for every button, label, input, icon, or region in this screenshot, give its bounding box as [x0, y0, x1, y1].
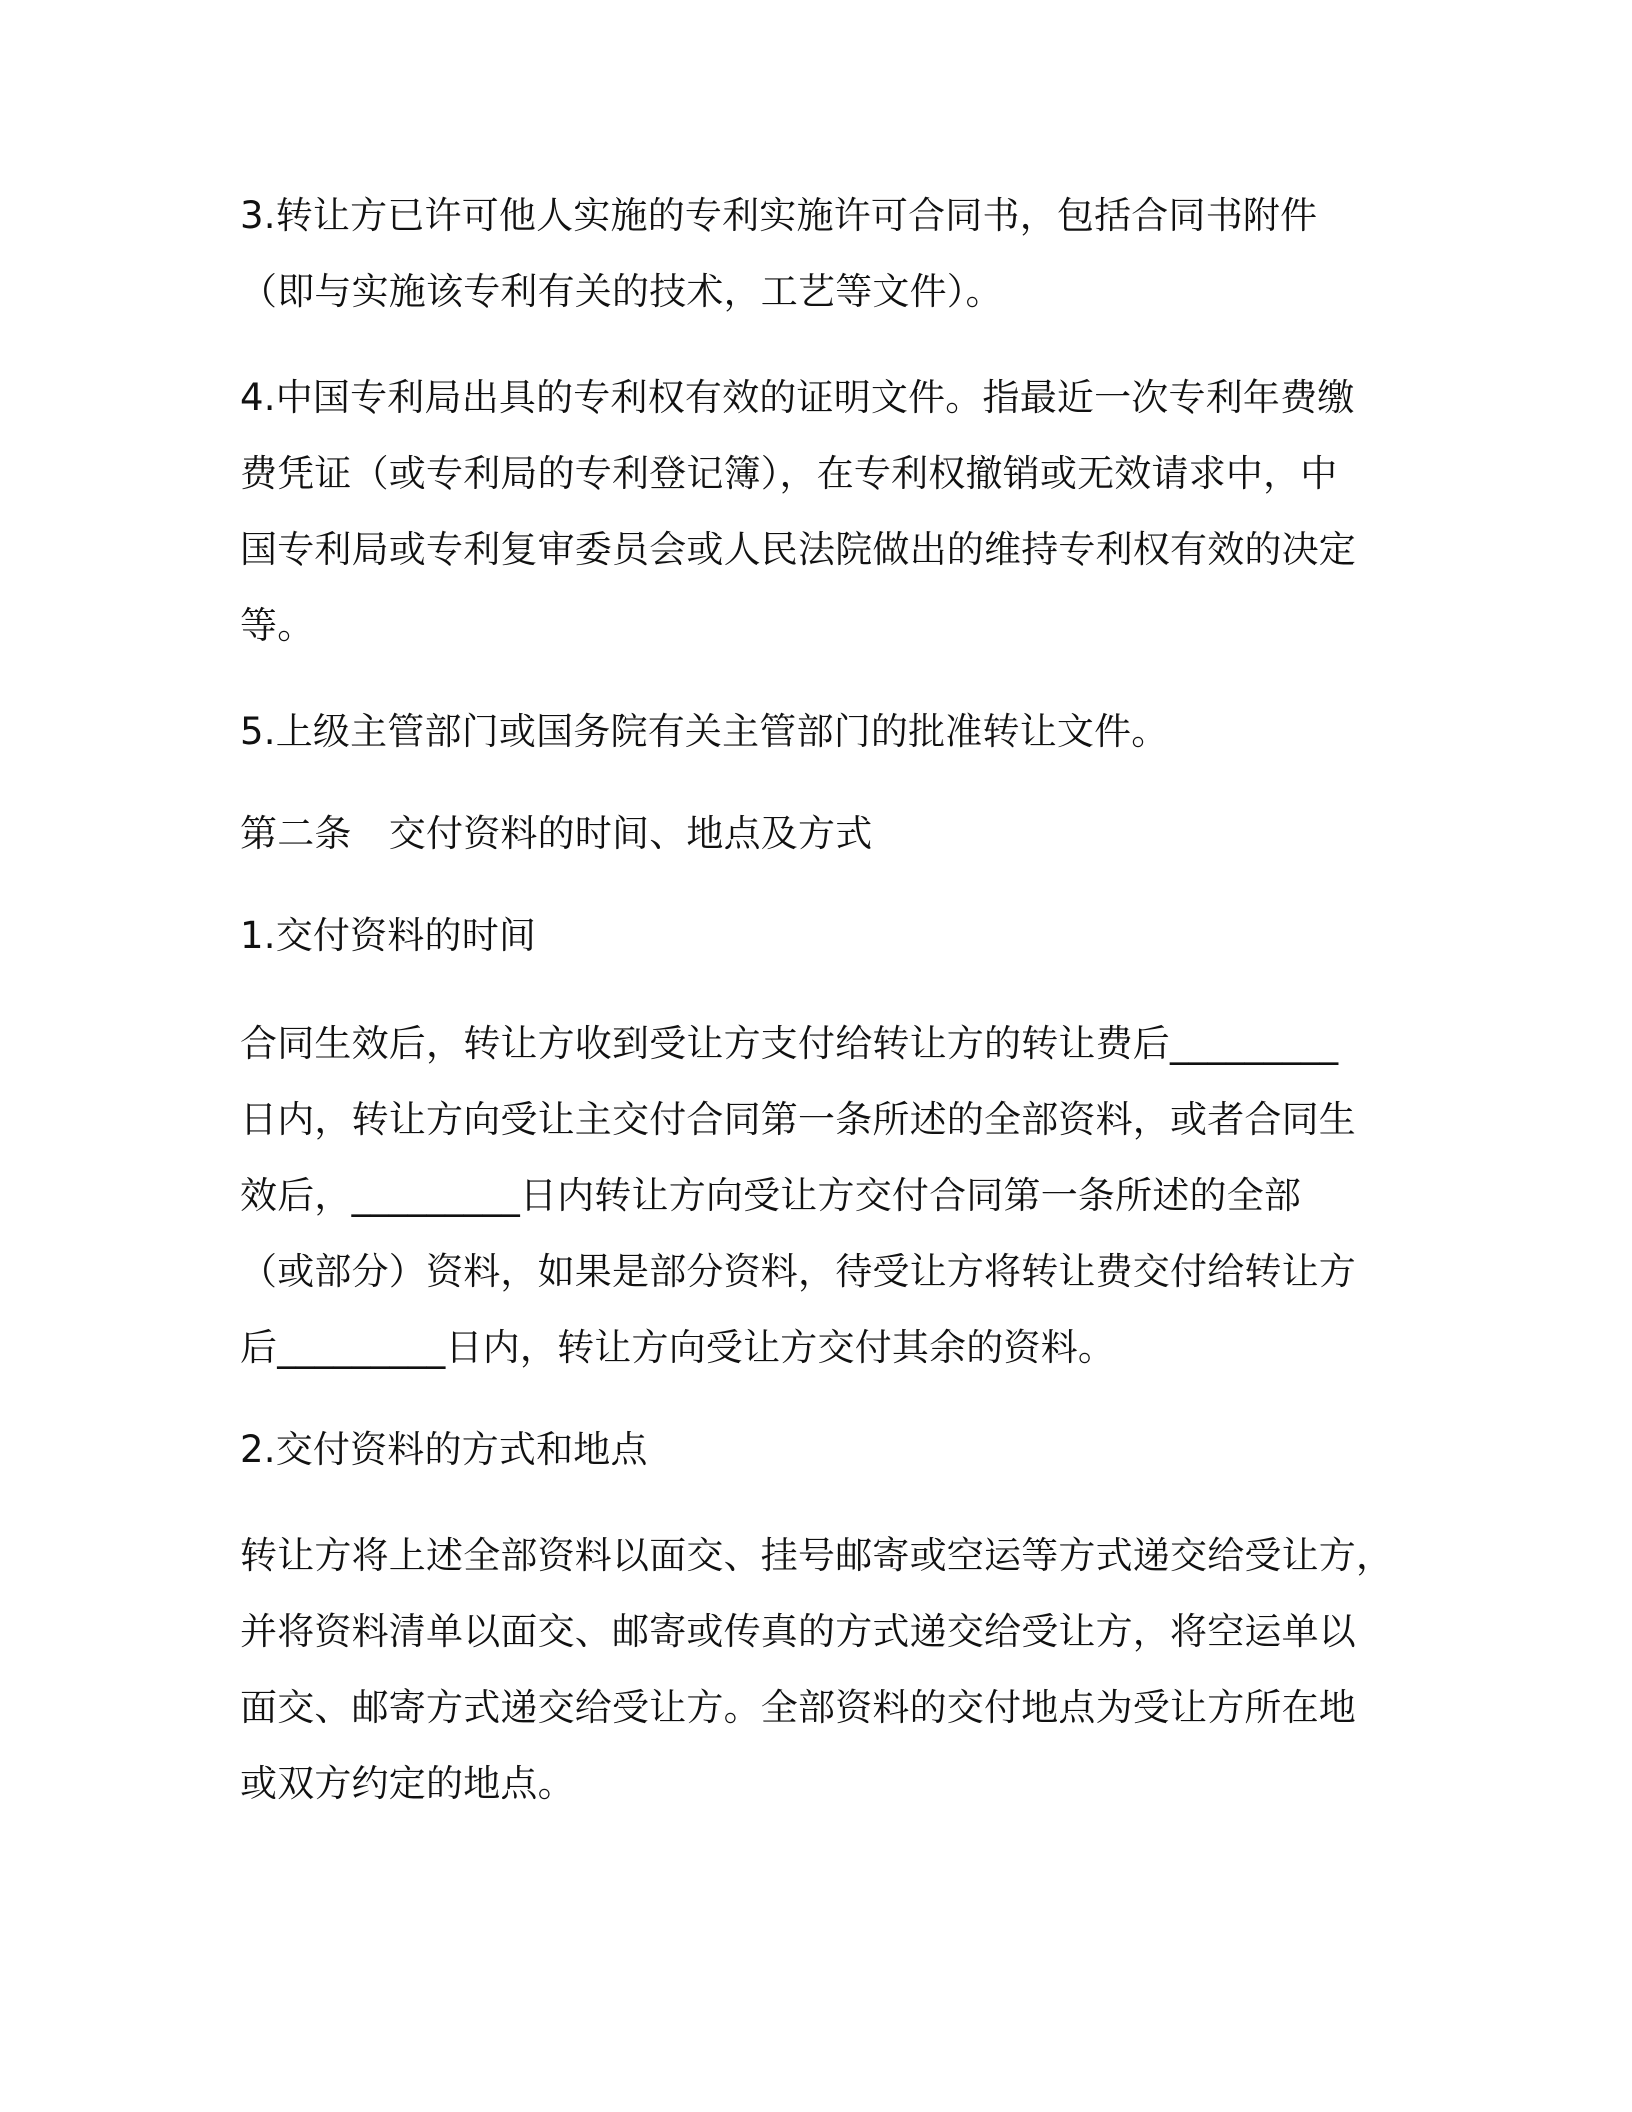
- item3-line-2: （即与实施该专利有关的技术，工艺等文件）。: [240, 270, 1003, 313]
- para2-line-3: 面交、邮寄方式递交给受让方。全部资料的交付地点为受让方所在地: [240, 1686, 1356, 1729]
- item4-line-2: 费凭证（或专利局的专利登记簿），在专利权撤销或无效请求中，中: [240, 452, 1338, 495]
- para1-line-3: 效后，_________日内转让方向受让方交付合同第一条所述的全部: [240, 1174, 1302, 1217]
- para1-line-2: 日内，转让方向受让主交付合同第一条所述的全部资料，或者合同生: [240, 1098, 1356, 1141]
- subsection1-heading: 1.交付资料的时间: [240, 914, 537, 957]
- para1-line-4: （或部分）资料，如果是部分资料，待受让方将转让费交付给转让方: [240, 1250, 1356, 1293]
- item4-line-1: 4.中国专利局出具的专利权有效的证明文件。指最近一次专利年费缴: [240, 376, 1355, 419]
- item4-line-4: 等。: [240, 604, 315, 647]
- item4-line-3: 国专利局或专利复审委员会或人民法院做出的维持专利权有效的决定: [240, 528, 1356, 571]
- para2-line-4: 或双方约定的地点。: [240, 1762, 575, 1805]
- para1-line-1: 合同生效后，转让方收到受让方支付给转让方的转让费后_________: [240, 1022, 1339, 1065]
- subsection2-heading: 2.交付资料的方式和地点: [240, 1428, 648, 1471]
- article2-heading: 第二条 交付资料的时间、地点及方式: [240, 812, 873, 855]
- para1-line-5: 后_________日内，转让方向受让方交付其余的资料。: [240, 1326, 1116, 1369]
- item5-line: 5.上级主管部门或国务院有关主管部门的批准转让文件。: [240, 710, 1169, 753]
- para2-line-2: 并将资料清单以面交、邮寄或传真的方式递交给受让方，将空运单以: [240, 1610, 1356, 1653]
- para2-line-1: 转让方将上述全部资料以面交、挂号邮寄或空运等方式递交给受让方，: [240, 1534, 1394, 1577]
- item3-line-1: 3.转让方已许可他人实施的专利实施许可合同书，包括合同书附件: [240, 194, 1318, 237]
